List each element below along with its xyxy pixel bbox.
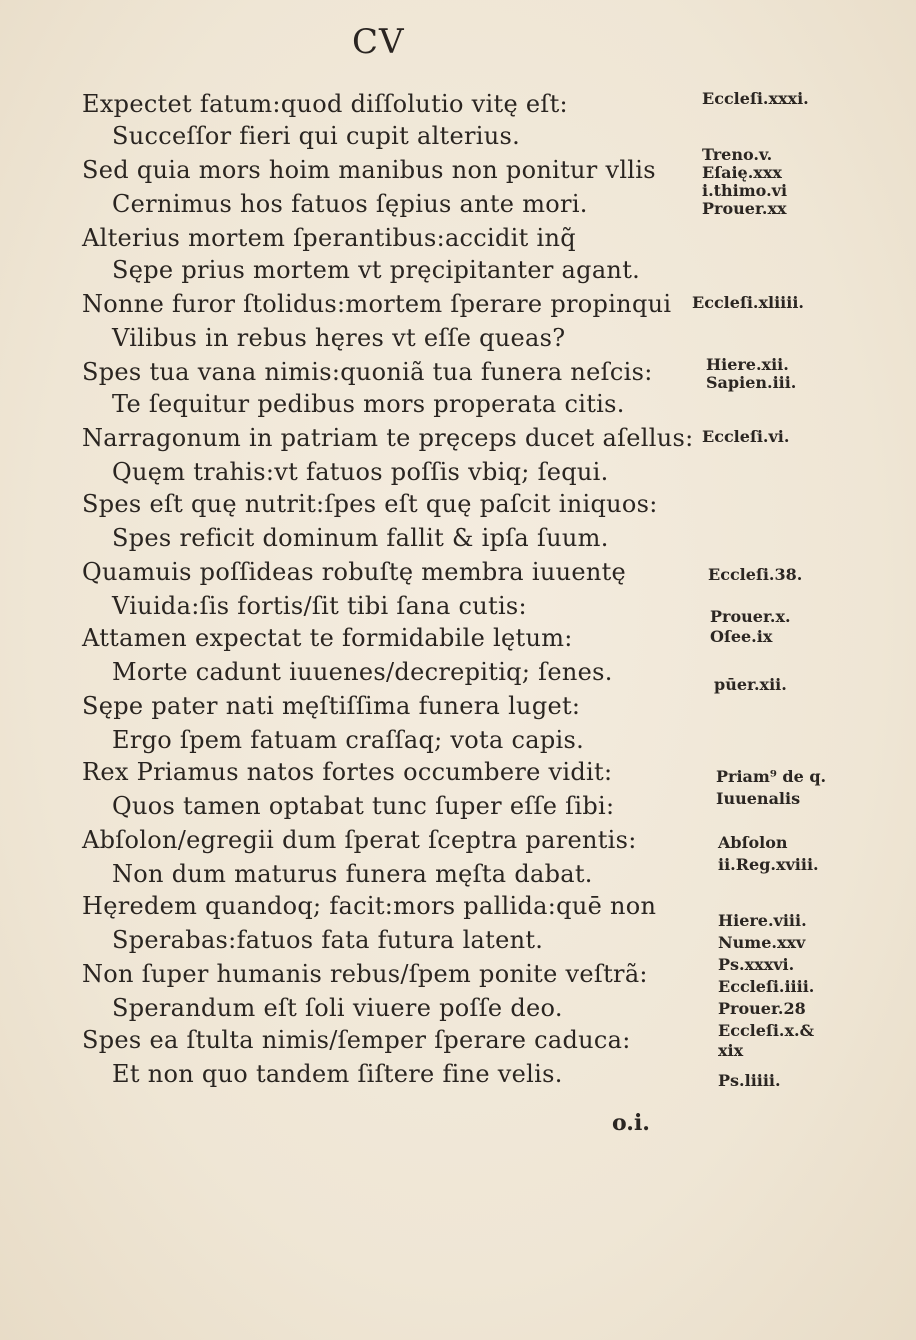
verse-line: Te ſequitur pedibus mors properata citis. bbox=[112, 390, 625, 418]
margin-note: ii.Reg.xviii. bbox=[718, 855, 819, 874]
margin-note: i.thimo.vi bbox=[702, 181, 788, 200]
verse-line: Expectet fatum:quod diſſolutio vitę eſt: bbox=[82, 90, 568, 118]
margin-note: Hiere.xii. bbox=[706, 355, 789, 374]
verse-line: Quos tamen optabat tunc ſuper eſſe ſibi: bbox=[112, 792, 615, 820]
verse-line: Sperandum eſt ſoli viuere poſſe deo. bbox=[112, 994, 563, 1022]
signature-mark: o.i. bbox=[612, 1110, 650, 1136]
verse-line: Sępe prius mortem vt pręcipitanter agant. bbox=[112, 256, 641, 284]
verse-line: Ergo ſpem fatuam craſſaq; vota capis. bbox=[112, 726, 585, 754]
margin-note: Oſee.ix bbox=[710, 627, 773, 646]
verse-line: Spes tua vana nimis:quoniã tua funera neſcis: bbox=[82, 358, 653, 386]
margin-note: Treno.v. bbox=[702, 145, 773, 164]
margin-note: Nume.xxv bbox=[718, 933, 806, 952]
margin-note: Prouer.x. bbox=[710, 607, 791, 626]
margin-note: Abſolon bbox=[718, 833, 788, 852]
verse-line: Abſolon/egregii dum ſperat ſceptra parentis: bbox=[82, 826, 637, 854]
margin-note: Eccleſi.vi. bbox=[702, 427, 790, 446]
verse-line: Spes eſt quę nutrit:ſpes eſt quę paſcit iniquos: bbox=[82, 490, 658, 518]
margin-note: Eccleſi.x.& bbox=[718, 1021, 815, 1040]
verse-line: Non ſuper humanis rebus/ſpem ponite veſtrã: bbox=[82, 960, 648, 988]
verse-line: Vilibus in rebus hęres vt eſſe queas? bbox=[112, 324, 566, 352]
margin-note: Eccleſi.iiii. bbox=[718, 977, 815, 996]
verse-line: Cernimus hos fatuos ſępius ante mori. bbox=[112, 190, 588, 218]
margin-note: Eccleſi.xxxi. bbox=[702, 89, 809, 108]
verse-line: Nonne furor ſtolidus:mortem ſperare propinqui bbox=[82, 290, 672, 318]
margin-note: Eſaię.xxx bbox=[702, 163, 782, 182]
folio-number: CV bbox=[352, 22, 405, 62]
verse-line: Quęm trahis:vt fatuos poſſis vbiq; ſequi. bbox=[112, 458, 609, 486]
margin-note: Eccleſi.38. bbox=[708, 565, 803, 584]
margin-note: Eccleſi.xliiii. bbox=[692, 293, 804, 312]
verse-line: Spes ea ſtulta nimis/ſemper ſperare caduca: bbox=[82, 1026, 631, 1054]
margin-note: Iuuenalis bbox=[716, 789, 801, 808]
margin-note: Prouer.xx bbox=[702, 199, 787, 218]
verse-line: Alterius mortem ſperantibus:accidit inq̃ bbox=[82, 224, 576, 252]
verse-line: Sed quia mors hoim manibus non ponitur vllis bbox=[82, 156, 656, 184]
verse-line: Morte cadunt iuuenes/decrepitiq; ſenes. bbox=[112, 658, 613, 686]
verse-line: Narragonum in patriam te pręceps ducet aſellus: bbox=[82, 424, 694, 452]
verse-line: Hęredem quandoq; facit:mors pallida:quē non bbox=[82, 892, 657, 920]
margin-note: xix bbox=[718, 1041, 744, 1060]
margin-note: Sapien.iii. bbox=[706, 373, 797, 392]
margin-note: Ps.liiii. bbox=[718, 1071, 781, 1090]
margin-note: pūer.xii. bbox=[714, 675, 787, 694]
verse-line: Rex Priamus natos fortes occumbere vidit: bbox=[82, 758, 613, 786]
margin-note: Ps.xxxvi. bbox=[718, 955, 795, 974]
verse-line: Sperabas:fatuos fata futura latent. bbox=[112, 926, 544, 954]
margin-note: Prouer.28 bbox=[718, 999, 806, 1018]
verse-line: Attamen expectat te formidabile lętum: bbox=[82, 624, 573, 652]
verse-line: Viuida:ſis fortis/ſit tibi ſana cutis: bbox=[112, 592, 527, 620]
margin-note: Priam⁹ de q. bbox=[716, 767, 827, 786]
verse-line: Et non quo tandem ſiſtere fine velis. bbox=[112, 1060, 563, 1088]
verse-line: Non dum maturus funera męſta dabat. bbox=[112, 860, 593, 888]
verse-line: Quamuis poſſideas robuſtę membra iuuentę bbox=[82, 558, 627, 586]
margin-note: Hiere.viii. bbox=[718, 911, 807, 930]
verse-line: Spes reficit dominum fallit & ipſa ſuum. bbox=[112, 524, 609, 552]
verse-line: Sępe pater nati męſtiſſima funera luget: bbox=[82, 692, 581, 720]
verse-line: Succeſſor fieri qui cupit alterius. bbox=[112, 122, 521, 150]
